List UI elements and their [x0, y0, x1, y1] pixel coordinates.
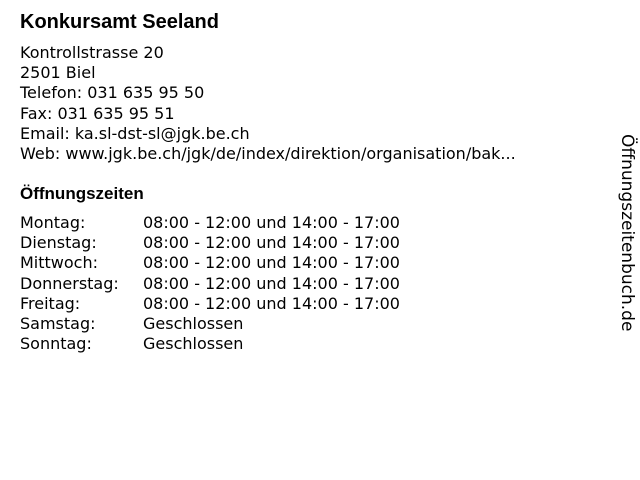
watermark [612, 134, 640, 334]
day-hours: 08:00 - 12:00 und 14:00 - 17:00 [143, 253, 400, 273]
opening-hours-heading: Öffnungszeiten [20, 184, 144, 203]
hours-row [20, 314, 400, 334]
email-label: Email: [20, 123, 75, 143]
hours-row [20, 294, 400, 314]
office-name: Konkursamt Seeland [20, 11, 219, 33]
opening-hours-table [20, 213, 400, 354]
hours-row [20, 334, 400, 354]
day-hours: 08:00 - 12:00 und 14:00 - 17:00 [143, 213, 400, 232]
hours-row [20, 253, 400, 273]
web-label: Web: [20, 143, 66, 163]
watermark-text: Öffnungszeitenbuch.de [617, 134, 637, 332]
hours-row [20, 213, 400, 233]
day-hours: 08:00 - 12:00 und 14:00 - 17:00 [143, 293, 400, 313]
phone-number: Telefon: 031 635 95 50 [20, 83, 205, 103]
web-link[interactable]: www.jgk.be.ch/jgk/de/index/direktion/organisation/bak... [65, 143, 516, 163]
day-hours: Geschlossen [143, 313, 244, 333]
street-address: Kontrollstrasse 20 [20, 43, 164, 62]
day-label: Freitag: [20, 293, 81, 313]
day-label: Montag: [20, 213, 86, 232]
email-link[interactable]: ka.sl-dst-sl@jgk.be.ch [74, 123, 250, 143]
day-label: Dienstag: [20, 233, 97, 253]
email-row [20, 124, 516, 144]
city: 2501 Biel [20, 63, 96, 83]
day-label: Sonntag: [20, 334, 92, 354]
hours-row [20, 274, 400, 294]
day-label: Mittwoch: [20, 253, 98, 273]
day-hours: 08:00 - 12:00 und 14:00 - 17:00 [143, 233, 400, 253]
web-row [20, 144, 516, 164]
fax-number: Fax: 031 635 95 51 [20, 103, 175, 123]
day-hours: Geschlossen [143, 334, 244, 354]
day-label: Samstag: [20, 313, 96, 333]
day-hours: 08:00 - 12:00 und 14:00 - 17:00 [143, 273, 400, 293]
contact-info [20, 43, 516, 164]
hours-row [20, 233, 400, 253]
day-label: Donnerstag: [20, 273, 119, 293]
